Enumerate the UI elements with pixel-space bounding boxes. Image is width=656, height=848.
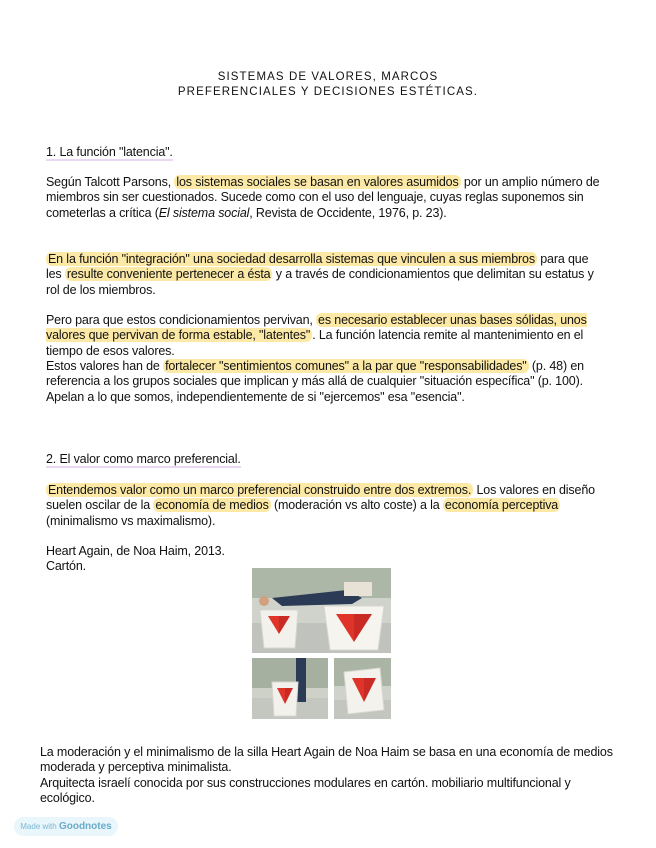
badge-prefix: Made with	[20, 822, 57, 831]
section-1-paragraph-3: Pero para que estos condicionamientos pervivan, es necesario establecer unas bases sólidas, unos valores que pervivan de forma estable, "latentes" . La función latencia remite al mantenimiento en el tiempo de esos valores.	[46, 313, 587, 358]
section-1-paragraph-1: Según Talcott Parsons, los sistemas sociales se basan en valores asumidos por un amplio número de miembros sin ser cuestionados. Sucede como con el uso del lenguaje, cuyas reglas suponemos sin cometerlas a crítica (El sistema social, Revista de Occidente, 1976, p. 23).	[46, 175, 600, 220]
image-caption-material: Cartón.	[46, 559, 86, 573]
highlight: economía de medios	[155, 498, 269, 513]
section-2-heading: 2. El valor como marco preferencial.	[46, 452, 241, 466]
highlight: economía perceptiva	[444, 498, 559, 513]
document-title-line-2: PREFERENCIALES Y DECISIONES ESTÉTICAS.	[177, 86, 479, 98]
section-1-heading: 1. La función "latencia".	[46, 145, 173, 159]
document-title-line-1: SISTEMAS DE VALORES, MARCOS	[217, 71, 439, 83]
citation-title: El sistema social	[158, 205, 250, 220]
highlight: es necesario establecer unas bases sólidas, unos valores que pervivan de forma estable, "latentes"	[46, 313, 587, 343]
section-1-paragraph-2: En la función "integración" una sociedad desarrolla sistemas que vinculen a sus miembros para que les resulte conveniente pertenecer a ésta y a través de condicionamientos que delimitan su estatus y rol de los miembros.	[46, 252, 594, 297]
highlight: resulte conveniente pertenecer a ésta	[66, 267, 271, 282]
image-caption-title: Heart Again, de Noa Haim, 2013.	[46, 544, 225, 558]
chair-photo-main	[252, 568, 391, 653]
made-with-goodnotes-badge[interactable]	[14, 817, 118, 836]
closing-paragraph-1: La moderación y el minimalismo de la silla Heart Again de Noa Haim se basa en una economía de medios moderada y perceptiva minimalista.	[40, 745, 613, 775]
closing-paragraph-2: Arquitecta israelí conocida por sus construcciones modulares en cartón. mobiliario multifuncional y ecológico.	[40, 776, 571, 806]
highlight: fortalecer "sentimientos comunes" a la par que "responsabilidades"	[165, 359, 527, 373]
highlight: Entendemos valor como un marco preferencial construido entre dos extremos.	[48, 483, 472, 497]
highlight: los sistemas sociales se basan en valores asumidos	[176, 175, 459, 189]
section-1-paragraph-4: Estos valores han de fortalecer "sentimientos comunes" a la par que "responsabilidades" (p. 48) en referencia a los grupos sociales que implican y más allá de cualquier "situación específica" (p. 100). Apelan a lo que somos, independientemente de si "ejercemos" esa "esencia".	[46, 359, 584, 404]
badge-brand: Goodnotes	[58, 821, 112, 832]
highlight: En la función "integración" una sociedad desarrolla sistemas que vinculen a sus miembros	[48, 252, 535, 266]
chair-photo-left	[252, 658, 328, 719]
section-2-paragraph-1: Entendemos valor como un marco preferencial construido entre dos extremos. Los valores en diseño suelen oscilar de la economía de medios (moderación vs alto coste) a la economía perceptiva (minimalismo vs maximalismo).	[46, 483, 595, 528]
chair-photo-right	[334, 658, 391, 719]
